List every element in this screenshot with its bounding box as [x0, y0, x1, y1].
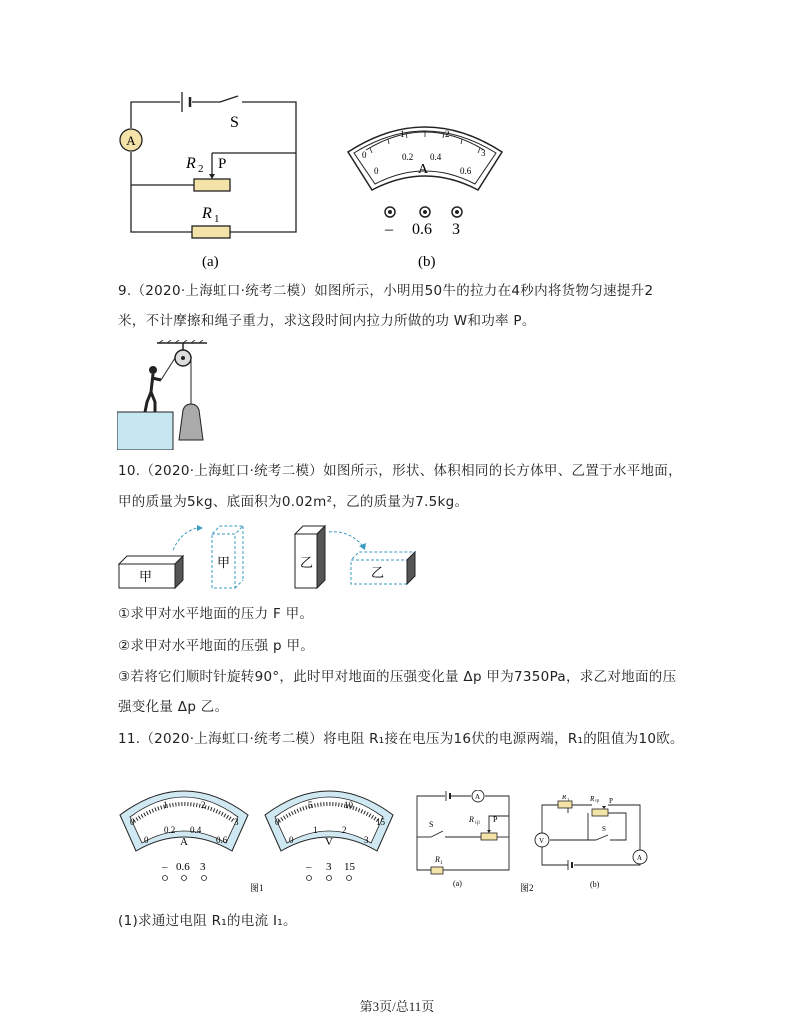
a-lower-1: 0.2 — [164, 825, 176, 835]
f2a-rp-sub: 甲 — [475, 822, 481, 827]
block-jia-standing: 甲 — [217, 555, 231, 570]
ammeter-dial-b — [340, 112, 510, 272]
f2b-rp-sub: 甲 — [595, 799, 600, 804]
q10-line1: 10.（2020·上海虹口·统考二模）如图所示，形状、体积相同的长方体甲、乙置于水平地面， — [118, 463, 682, 479]
f2a-meter: A — [475, 793, 481, 801]
terminal-3: 3 — [452, 221, 460, 238]
v-lower-1: 1 — [313, 825, 318, 835]
r2-label: R — [186, 155, 196, 172]
terminal-neg: – — [385, 221, 393, 238]
v-unit: V — [325, 836, 333, 848]
a-term-0: – — [162, 861, 168, 873]
r1-sub: 1 — [214, 213, 220, 225]
switch-label: S — [230, 114, 239, 131]
f2b-a: A — [637, 854, 643, 862]
terminal-0-6: 0.6 — [412, 221, 432, 238]
blocks-figure — [117, 520, 437, 600]
r2-sub: 2 — [198, 163, 204, 175]
block-yi-lying: 乙 — [371, 565, 385, 580]
v-term-1: 3 — [326, 861, 332, 873]
q10-sub3-line1: ③若将它们顺时针旋转90°，此时甲对地面的压强变化量 Δp 甲为7350Pa，求乙对地面的压 — [118, 669, 677, 685]
meter-unit: A — [418, 162, 429, 177]
fig1-caption: 图1 — [250, 883, 264, 893]
lower-tick-0: 0 — [374, 166, 379, 176]
q10-sub1: ①求甲对水平地面的压力 F 甲。 — [118, 606, 314, 622]
f2b-v: V — [539, 837, 545, 845]
v-upper-0: 0 — [275, 817, 280, 827]
a-lower-0: 0 — [144, 835, 149, 845]
upper-tick-1: 1 — [400, 129, 405, 139]
q10-sub2: ②求甲对水平地面的压强 p 甲。 — [118, 638, 315, 654]
fig2-caption: 图2 — [520, 883, 534, 893]
figure-2a-circuit — [405, 790, 517, 890]
caption-b: (b) — [418, 254, 436, 270]
f2a-slider: P — [493, 815, 498, 824]
v-upper-3: 15 — [376, 817, 385, 827]
f2b-slider: P — [609, 797, 613, 805]
f2a-rp: R — [469, 815, 474, 824]
v-lower-0: 0 — [289, 835, 294, 845]
figure-1-meters — [118, 775, 403, 893]
f2b-rp: R — [590, 795, 595, 803]
ammeter-label: A — [126, 133, 136, 148]
a-lower-3: 0.6 — [216, 835, 228, 845]
a-upper-2: 2 — [201, 800, 206, 810]
figure-2b-circuit — [520, 795, 660, 895]
lower-tick-3: 0.6 — [460, 166, 472, 176]
q10-line2: 甲的质量为5kg、底面积为0.02m²，乙的质量为7.5kg。 — [118, 494, 469, 510]
f2b-r1: R — [562, 795, 567, 801]
q10-sub3-line2: 强变化量 Δp 乙。 — [118, 699, 229, 715]
lower-tick-2: 0.4 — [430, 152, 442, 162]
lower-tick-1: 0.2 — [402, 152, 414, 162]
circuit-diagram-a — [110, 92, 310, 272]
upper-tick-3: 3 — [481, 148, 486, 158]
v-term-0: – — [306, 861, 312, 873]
v-lower-3: 3 — [364, 835, 369, 845]
a-term-1: 0.6 — [176, 861, 190, 873]
a-upper-1: 1 — [163, 800, 168, 810]
slider-label: P — [218, 156, 227, 172]
f2b-caption: (b) — [590, 880, 600, 889]
a-upper-3: 3 — [234, 817, 239, 827]
v-lower-2: 2 — [342, 825, 347, 835]
f2b-r1-sub: 1 — [567, 797, 570, 802]
q9-line2: 米，不计摩擦和绳子重力，求这段时间内拉力所做的功 W和功率 P。 — [118, 313, 536, 329]
upper-tick-0: 0 — [362, 150, 367, 160]
page-footer: 第3页/总11页 — [359, 999, 435, 1014]
block-yi-standing: 乙 — [300, 555, 314, 570]
upper-tick-2: 2 — [445, 129, 450, 139]
a-term-2: 3 — [200, 861, 206, 873]
f2a-caption: (a) — [453, 879, 462, 888]
a-unit: A — [180, 836, 188, 848]
v-upper-2: 10 — [344, 800, 353, 810]
a-upper-0: 0 — [130, 817, 135, 827]
a-lower-2: 0.4 — [190, 825, 202, 835]
caption-a: (a) — [202, 254, 219, 270]
q11-line1: 11.（2020·上海虹口·统考二模）将电阻 R₁接在电压为16伏的电源两端，R₁的阻值为10欧。 — [118, 731, 684, 747]
v-upper-1: 5 — [308, 800, 313, 810]
v-term-2: 15 — [344, 861, 355, 873]
f2a-r1: R — [435, 855, 440, 864]
q11-sub1: (1)求通过电阻 R₁的电流 I₁。 — [118, 913, 297, 929]
f2a-switch: S — [429, 820, 434, 829]
block-jia-lying: 甲 — [139, 569, 153, 584]
q9-line1: 9.（2020·上海虹口·统考二模）如图所示，小明用50牛的拉力在4秒内将货物匀速提升2 — [118, 283, 654, 299]
f2b-switch: S — [602, 825, 606, 833]
f2a-r1-sub: 1 — [440, 861, 443, 866]
pulley-figure — [117, 340, 227, 450]
r1-label: R — [202, 205, 212, 222]
